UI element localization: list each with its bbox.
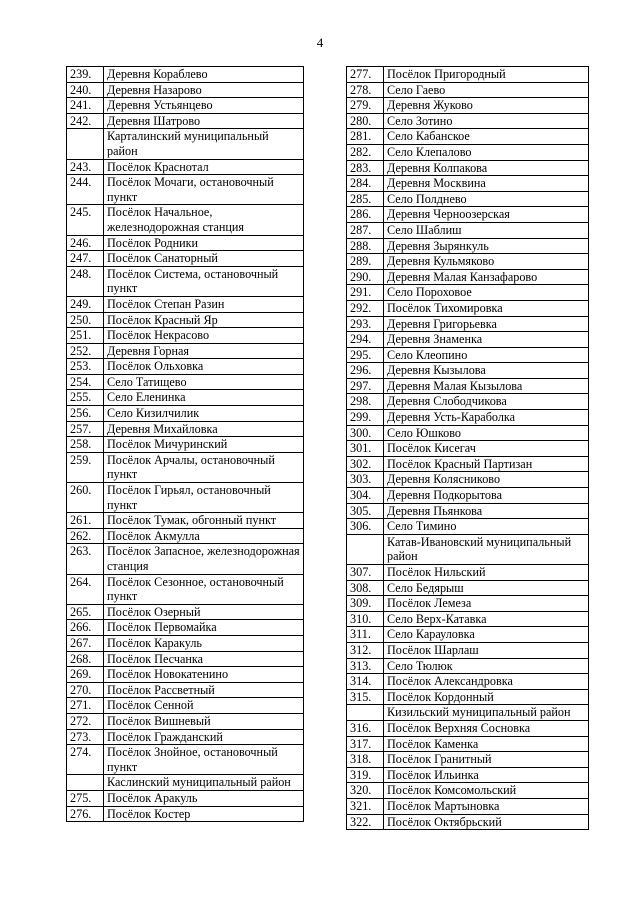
settlement-name: Посёлок Сенной [104,698,304,714]
district-header-row [347,705,589,721]
settlement-name: Посёлок Красный Партизан [384,456,589,472]
row-number: 258. [67,437,104,453]
table-row [67,790,304,806]
settlement-name: Посёлок Каракуль [104,635,304,651]
table-row [347,316,589,332]
row-number: 244. [67,175,104,205]
row-number: 318. [347,752,384,768]
settlement-name: Посёлок Гирьял, остановочный пункт [104,483,304,513]
settlement-name: Село Пороховое [384,285,589,301]
row-number: 252. [67,343,104,359]
row-number: 270. [67,682,104,698]
table-row [67,312,304,328]
settlement-name: Деревня Кульмяково [384,254,589,270]
district-name: Карталинский муниципальный район [104,129,304,159]
row-number: 304. [347,488,384,504]
row-number: 285. [347,191,384,207]
settlement-name: Село Полднево [384,191,589,207]
settlement-name: Деревня Устьянцево [104,98,304,114]
settlement-name: Посёлок Красный Яр [104,312,304,328]
table-row [347,565,589,581]
table-row [67,235,304,251]
settlement-name: Посёлок Лемеза [384,596,589,612]
table-row [347,611,589,627]
district-name: Катав-Ивановский муниципальный район [384,534,589,564]
table-row [67,437,304,453]
settlement-name: Посёлок Шарлаш [384,642,589,658]
settlement-name: Посёлок Пригородный [384,67,589,83]
row-number: 282. [347,144,384,160]
table-row [67,205,304,235]
settlement-name: Посёлок Гранитный [384,752,589,768]
table-row [67,82,304,98]
row-number: 264. [67,574,104,604]
settlement-name: Посёлок Октябрьский [384,814,589,830]
table-row [67,806,304,822]
table-row [347,98,589,114]
table-row [67,159,304,175]
table-row [347,238,589,254]
district-header-row [67,129,304,159]
settlement-name: Деревня Москвина [384,176,589,192]
settlement-name: Посёлок Знойное, остановочный пункт [104,745,304,775]
settlement-name: Посёлок Сезонное, остановочный пункт [104,574,304,604]
row-number: 269. [67,667,104,683]
settlement-name: Посёлок Краснотал [104,159,304,175]
row-number: 288. [347,238,384,254]
table-row [67,745,304,775]
settlement-name: Посёлок Некрасово [104,328,304,344]
settlement-name: Посёлок Мартыновка [384,798,589,814]
table-row [67,296,304,312]
table-row [347,798,589,814]
table-row [67,698,304,714]
row-number: 251. [67,328,104,344]
row-number: 309. [347,596,384,612]
row-number: 307. [347,565,384,581]
settlement-name: Село Карауловка [384,627,589,643]
row-number: 259. [67,452,104,482]
row-number: 296. [347,363,384,379]
settlement-name: Село Тимино [384,519,589,535]
settlement-name: Посёлок Акмулла [104,528,304,544]
settlement-name: Село Татищево [104,374,304,390]
row-number: 289. [347,254,384,270]
settlement-name: Село Зотино [384,113,589,129]
table-row [347,425,589,441]
district-header-row [67,775,304,791]
row-number: 297. [347,378,384,394]
table-row [67,343,304,359]
settlement-name: Посёлок Запасное, железнодорожная станция [104,544,304,574]
row-number: 240. [67,82,104,98]
row-number: 273. [67,729,104,745]
settlement-name: Деревня Пьянкова [384,503,589,519]
settlement-name: Посёлок Новокатенино [104,667,304,683]
settlement-name: Посёлок Санаторный [104,251,304,267]
settlement-name: Посёлок Комсомольский [384,783,589,799]
settlement-name: Посёлок Родники [104,235,304,251]
row-number: 286. [347,207,384,223]
row-number: 265. [67,604,104,620]
settlement-name: Село Верх-Катавка [384,611,589,627]
settlements-table-right [346,66,589,830]
table-row [67,620,304,636]
table-row [347,269,589,285]
row-number: 275. [67,790,104,806]
row-number: 305. [347,503,384,519]
settlement-name: Посёлок Гражданский [104,729,304,745]
row-number: 298. [347,394,384,410]
settlement-name: Село Кизилчилик [104,406,304,422]
row-number: 310. [347,611,384,627]
table-row [67,175,304,205]
table-row [67,651,304,667]
table-row [67,374,304,390]
row-number: 292. [347,300,384,316]
table-row [67,729,304,745]
table-row [67,328,304,344]
table-row [347,82,589,98]
table-row [347,720,589,736]
row-number: 301. [347,441,384,457]
table-row [347,254,589,270]
settlement-name: Село Бедярыш [384,580,589,596]
settlement-name: Село Юшково [384,425,589,441]
table-row [67,251,304,267]
table-row [347,658,589,674]
row-number [67,129,104,159]
table-row [67,483,304,513]
table-row [347,160,589,176]
row-number: 321. [347,798,384,814]
settlement-name: Посёлок Тихомировка [384,300,589,316]
settlement-name: Деревня Назарово [104,82,304,98]
row-number: 245. [67,205,104,235]
row-number: 280. [347,113,384,129]
table-row [347,752,589,768]
row-number: 255. [67,390,104,406]
settlement-name: Посёлок Степан Разин [104,296,304,312]
row-number [347,705,384,721]
settlement-name: Посёлок Вишневый [104,713,304,729]
table-row [347,67,589,83]
row-number: 316. [347,720,384,736]
settlement-name: Деревня Колпакова [384,160,589,176]
table-row [67,667,304,683]
table-row [347,642,589,658]
row-number: 306. [347,519,384,535]
row-number: 277. [347,67,384,83]
settlement-name: Посёлок Тумак, обгонный пункт [104,513,304,529]
table-row [347,456,589,472]
row-number: 300. [347,425,384,441]
row-number: 271. [67,698,104,714]
row-number: 308. [347,580,384,596]
settlement-name: Деревня Кызылова [384,363,589,379]
settlement-name: Деревня Малая Канзафарово [384,269,589,285]
settlement-name: Село Клеопино [384,347,589,363]
row-number: 246. [67,235,104,251]
settlement-name: Посёлок Ильинка [384,767,589,783]
row-number: 248. [67,266,104,296]
row-number: 312. [347,642,384,658]
table-row [347,488,589,504]
row-number: 278. [347,82,384,98]
settlement-name: Село Тюлюк [384,658,589,674]
table-row [347,207,589,223]
settlement-name: Посёлок Рассветный [104,682,304,698]
table-row [347,363,589,379]
row-number: 250. [67,312,104,328]
row-number: 256. [67,406,104,422]
settlement-name: Посёлок Верхняя Сосновка [384,720,589,736]
table-row [347,441,589,457]
row-number: 314. [347,674,384,690]
row-number: 254. [67,374,104,390]
settlement-name: Посёлок Кисегач [384,441,589,457]
table-row [347,767,589,783]
row-number: 260. [67,483,104,513]
table-row [67,635,304,651]
table-row [347,394,589,410]
row-number: 279. [347,98,384,114]
settlement-name: Посёлок Каменка [384,736,589,752]
table-row [347,627,589,643]
row-number: 302. [347,456,384,472]
row-number: 317. [347,736,384,752]
table-row [347,472,589,488]
row-number: 268. [67,651,104,667]
table-row [67,604,304,620]
settlement-name: Посёлок Начальное, железнодорожная станция [104,205,304,235]
settlement-name: Деревня Знаменка [384,332,589,348]
settlement-name: Деревня Михайловка [104,421,304,437]
row-number: 313. [347,658,384,674]
settlements-table-left [66,66,304,822]
row-number: 283. [347,160,384,176]
table-row [347,783,589,799]
settlement-name: Посёлок Мичуринский [104,437,304,453]
table-row [347,814,589,830]
settlement-name: Посёлок Мочаги, остановочный пункт [104,175,304,205]
row-number: 247. [67,251,104,267]
settlement-name: Деревня Горная [104,343,304,359]
settlement-name: Деревня Зырянкуль [384,238,589,254]
settlement-name: Деревня Подкорытова [384,488,589,504]
table-row [347,176,589,192]
row-number: 284. [347,176,384,192]
table-row [347,580,589,596]
row-number: 267. [67,635,104,651]
table-row [347,144,589,160]
row-number: 253. [67,359,104,375]
settlement-name: Посёлок Нильский [384,565,589,581]
settlement-name: Посёлок Первомайка [104,620,304,636]
settlement-name: Село Гаево [384,82,589,98]
table-row [347,222,589,238]
settlement-name: Деревня Колясниково [384,472,589,488]
table-row [347,736,589,752]
row-number: 276. [67,806,104,822]
table-row [67,421,304,437]
row-number: 295. [347,347,384,363]
row-number: 287. [347,222,384,238]
row-number: 243. [67,159,104,175]
settlement-name: Деревня Жуково [384,98,589,114]
table-row [67,544,304,574]
settlement-name: Деревня Малая Кызылова [384,378,589,394]
table-row [347,674,589,690]
row-number: 315. [347,689,384,705]
row-number: 262. [67,528,104,544]
district-header-row [347,534,589,564]
table-row [347,347,589,363]
row-number: 257. [67,421,104,437]
table-row [347,503,589,519]
row-number: 274. [67,745,104,775]
table-row [347,129,589,145]
table-row [347,596,589,612]
settlement-name: Посёлок Озерный [104,604,304,620]
settlement-name: Село Кабанское [384,129,589,145]
row-number: 290. [347,269,384,285]
row-number: 263. [67,544,104,574]
table-row [67,513,304,529]
table-row [67,266,304,296]
row-number: 249. [67,296,104,312]
row-number: 281. [347,129,384,145]
row-number: 311. [347,627,384,643]
row-number: 320. [347,783,384,799]
row-number: 266. [67,620,104,636]
table-row [67,574,304,604]
row-number [347,534,384,564]
district-name: Каслинский муниципальный район [104,775,304,791]
table-row [67,359,304,375]
settlement-name: Село Шаблиш [384,222,589,238]
settlement-name: Село Еленинка [104,390,304,406]
settlement-name: Деревня Кораблево [104,67,304,83]
settlement-name: Посёлок Система, остановочный пункт [104,266,304,296]
settlement-name: Деревня Григорьевка [384,316,589,332]
settlement-name: Деревня Шатрово [104,113,304,129]
row-number: 241. [67,98,104,114]
table-row [67,390,304,406]
table-row [347,378,589,394]
settlement-name: Посёлок Аракуль [104,790,304,806]
table-row [347,332,589,348]
table-row [347,300,589,316]
table-row [347,689,589,705]
row-number: 319. [347,767,384,783]
row-number: 293. [347,316,384,332]
settlement-name: Посёлок Песчанка [104,651,304,667]
table-row [347,113,589,129]
settlement-name: Деревня Черноозерская [384,207,589,223]
district-name: Кизильский муниципальный район [384,705,589,721]
page-number: 4 [316,35,324,50]
settlement-name: Посёлок Александровка [384,674,589,690]
table-row [67,528,304,544]
table-row [67,452,304,482]
table-row [67,98,304,114]
row-number: 322. [347,814,384,830]
row-number: 261. [67,513,104,529]
settlement-name: Посёлок Кордонный [384,689,589,705]
table-row [67,406,304,422]
settlement-name: Посёлок Арчалы, остановочный пункт [104,452,304,482]
table-row [67,113,304,129]
row-number: 291. [347,285,384,301]
row-number [67,775,104,791]
table-row [347,410,589,426]
table-row [67,682,304,698]
table-row [347,519,589,535]
settlement-name: Посёлок Ольховка [104,359,304,375]
settlement-name: Деревня Усть-Караболка [384,410,589,426]
settlement-name: Село Клепалово [384,144,589,160]
settlement-name: Посёлок Костер [104,806,304,822]
table-row [347,191,589,207]
table-row [67,67,304,83]
row-number: 239. [67,67,104,83]
table-row [347,285,589,301]
row-number: 294. [347,332,384,348]
settlement-name: Деревня Слободчикова [384,394,589,410]
table-row [67,713,304,729]
row-number: 299. [347,410,384,426]
row-number: 303. [347,472,384,488]
row-number: 242. [67,113,104,129]
row-number: 272. [67,713,104,729]
